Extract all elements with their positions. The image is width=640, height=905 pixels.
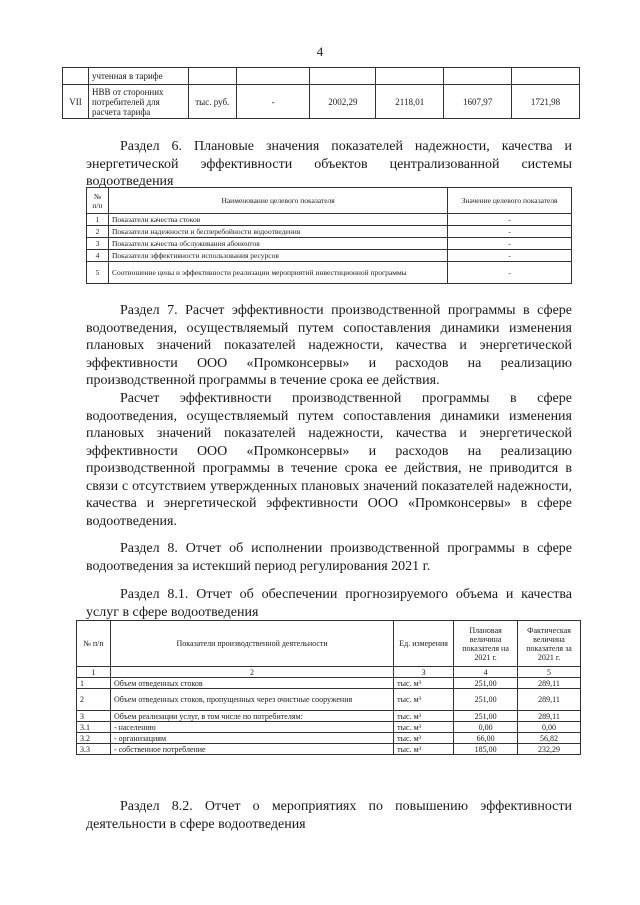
section7-heading: Раздел 7. Расчет эффективности производственной программы в сфере водоотведения, осуществляемый путем сопоставления динамики изменения плановых значений показателей надежности, качества и энергетической эффективности ООО «Промконсервы» и расходов на реализацию производственной программы в течение срока ее действия. — [86, 303, 572, 388]
section8-heading: Раздел 8. Отчет об исполнении производственной программы в сфере водоотведения за истекший период регулирования 2021 г. — [86, 541, 572, 574]
page-number: 4 — [316, 44, 324, 59]
row-value: 1607,97 — [444, 85, 512, 119]
row-num: 3.2 — [77, 733, 111, 744]
row-plan: 66,00 — [454, 733, 518, 744]
row-plan: 0,00 — [454, 722, 518, 733]
table-row — [63, 68, 580, 85]
row-name: - населению — [110, 722, 393, 733]
row-num: VII — [63, 85, 89, 119]
row-unit: тыс. м³ — [394, 689, 454, 711]
section6-table — [86, 187, 572, 284]
row-num: 2 — [77, 689, 111, 711]
section82-heading: Раздел 8.2. Отчет о мероприятиях по повышению эффективности деятельности в сфере водоотведения — [86, 799, 572, 832]
section81-table — [76, 620, 581, 755]
section81-heading: Раздел 8.1. Отчет об обеспечении прогнозируемого объема и качества услуг в сфере водоотведения — [86, 587, 572, 620]
row-value: 2118,01 — [376, 85, 444, 119]
row-fact: 232,29 — [518, 744, 581, 755]
row-name: учтенная в тарифе — [88, 68, 188, 85]
col-num-header: № п/п — [77, 621, 111, 667]
table-row — [63, 85, 580, 119]
row-fact: 0,00 — [518, 722, 581, 733]
row-name: Объем отведенных стоков, пропущенных через очистные сооружения — [110, 689, 393, 711]
row-num: 4 — [87, 250, 109, 262]
row-plan: 251,00 — [454, 678, 518, 689]
row-num: 1 — [77, 678, 111, 689]
row-plan: 185,00 — [454, 744, 518, 755]
row-value: - — [448, 238, 572, 250]
table-row — [77, 722, 581, 733]
row-name: Объем отведенных стоков — [110, 678, 393, 689]
row-fact: 56,82 — [518, 733, 581, 744]
col-name-header: Наименование целевого показателя — [108, 188, 447, 214]
table-header-row — [87, 188, 572, 214]
table-row — [87, 262, 572, 284]
row-name: - организациям — [110, 733, 393, 744]
row-plan: 251,00 — [454, 689, 518, 711]
table-row — [87, 238, 572, 250]
row-name: Показатели эффективности использования ресурсов — [108, 250, 447, 262]
row-value: 1721,98 — [512, 85, 580, 119]
table-row — [87, 250, 572, 262]
row-value: - — [448, 250, 572, 262]
row-num: 5 — [87, 262, 109, 284]
row-num: 3 — [77, 711, 111, 722]
row-unit: тыс. м³ — [394, 722, 454, 733]
table-row — [77, 733, 581, 744]
table-row — [77, 744, 581, 755]
row-unit: тыс. руб. — [188, 85, 236, 119]
table-index-row: 1 2 3 4 5 — [77, 667, 581, 678]
row-num: 2 — [87, 226, 109, 238]
row-num: 1 — [87, 214, 109, 226]
row-name: Показатели качества обслуживания абонентов — [108, 238, 447, 250]
row-dash: - — [236, 85, 310, 119]
row-fact: 289,11 — [518, 689, 581, 711]
row-name: Показатели надежности и бесперебойности водоотведения — [108, 226, 447, 238]
col-plan-header: Плановая величина показателя на 2021 г. — [454, 621, 518, 667]
col-value-header: Значение целевого показателя — [448, 188, 572, 214]
section7-body: Расчет эффективности производственной программы в сфере водоотведения, осуществляемый путем сопоставления динамики изменения плановых значений показателей надежности, качества и энергетической эффективности ООО «Промконсервы» и расходов на реализацию производственной программы в течение срока ее действия, не приводится в связи с отсутствием утвержденных плановых значений показателей надежности, качества и энергетической эффективности ООО «Промконсервы» в сфере водоотведения. — [86, 391, 572, 529]
row-name: - собственное потребление — [110, 744, 393, 755]
row-value: - — [448, 226, 572, 238]
col-name-header: Показатели производственной деятельности — [110, 621, 393, 667]
section6-heading: Раздел 6. Плановые значения показателей надежности, качества и энергетической эффективности объектов централизованной системы водоотведения — [86, 139, 572, 189]
row-num: 3 — [87, 238, 109, 250]
row-value: - — [448, 262, 572, 284]
table-row — [77, 711, 581, 722]
row-fact: 289,11 — [518, 711, 581, 722]
col-fact-header: Фактическая величина показателя за 2021 г. — [518, 621, 581, 667]
row-unit: тыс. м³ — [394, 711, 454, 722]
table-row — [77, 678, 581, 689]
row-name: Соотношение цены и эффективности реализации мероприятий инвестиционной программы — [108, 262, 447, 284]
col-unit-header: Ед. измерения — [394, 621, 454, 667]
table-row — [87, 226, 572, 238]
row-plan: 251,00 — [454, 711, 518, 722]
row-name: Показатели качества стоков — [108, 214, 447, 226]
row-unit: тыс. м³ — [394, 733, 454, 744]
row-value: 2002,29 — [310, 85, 376, 119]
row-unit: тыс. м³ — [394, 678, 454, 689]
row-name: НВВ от сторонних потребителей для расчета тарифа — [88, 85, 188, 119]
row-name: Объем реализации услуг, в том числе по потребителям: — [110, 711, 393, 722]
row-unit: тыс. м³ — [394, 744, 454, 755]
table-row — [77, 689, 581, 711]
row-fact: 289,11 — [518, 678, 581, 689]
table-header-row — [77, 621, 581, 667]
table-row — [87, 214, 572, 226]
row-value: - — [448, 214, 572, 226]
row-num: 3.3 — [77, 744, 111, 755]
top-table — [62, 67, 580, 119]
row-num: 3.1 — [77, 722, 111, 733]
col-num-header: № п/п — [87, 188, 109, 214]
